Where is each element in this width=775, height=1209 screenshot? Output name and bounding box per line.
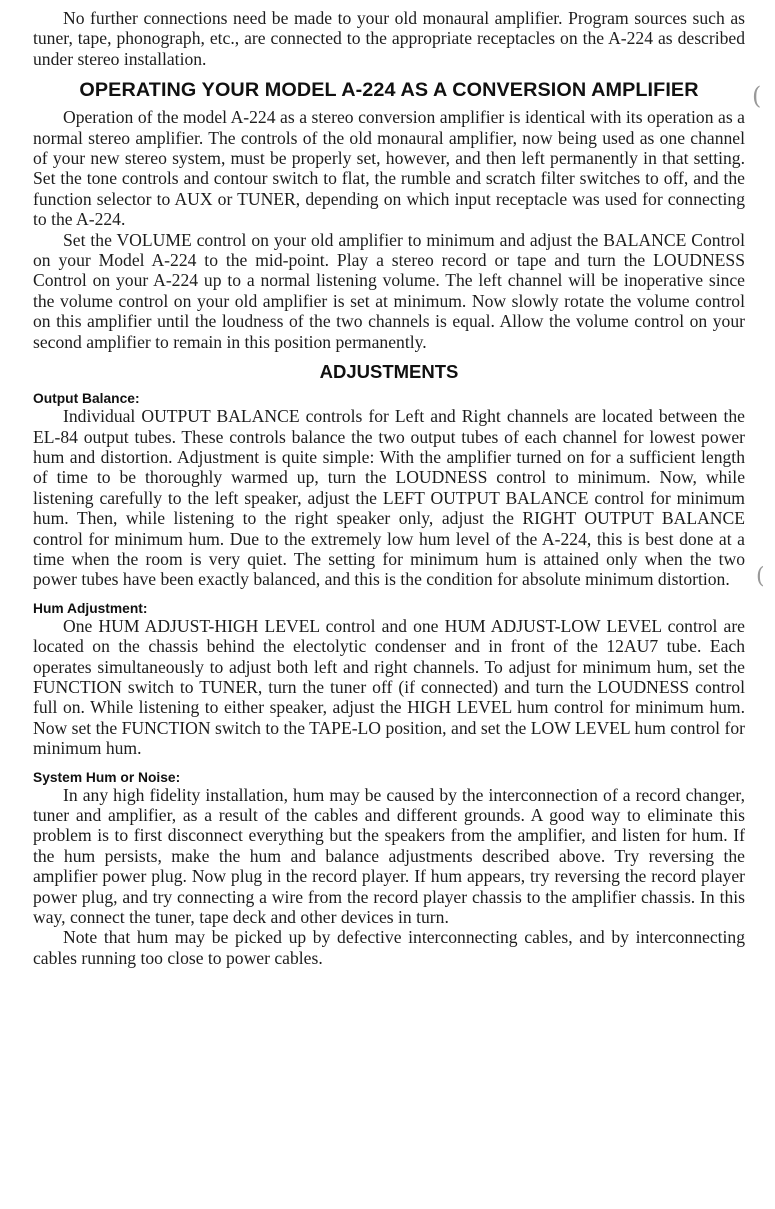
scan-margin-mark: ( — [752, 82, 762, 110]
hum-adjustment-title: Hum Adjustment: — [33, 600, 148, 616]
intro-paragraph: No further connections need be made to your old monaural amplifier. Program sources such as tuner, tape, phonograph, etc., are connected to the appropriate receptacles on the A-224 as described under stereo installation. — [33, 8, 745, 69]
hum-adjustment-section — [33, 601, 745, 759]
scan-margin-mark: ( — [756, 564, 765, 589]
output-balance-text: Individual OUTPUT BALANCE controls for Left and Right channels are located between the EL-84 output tubes. These controls balance the two output tubes of each channel for lowest power hum and distortion. Adjustment is quite simple: With the amplifier turned on for a sufficient length of time to be thoroughly warmed up, turn the LOUDNESS control to minimum. Now, while listening carefully to the left speaker, adjust the LEFT OUTPUT BALANCE control for minimum hum. Then, while listening to the right speaker only, adjust the RIGHT OUTPUT BALANCE control for minimum hum. Due to the extremely low hum level of the A-224, this is best done at a time when the room is very quiet. The setting for minimum hum is attained only when the two power tubes have been exactly balanced, and this is the condition for absolute minimum distortion. — [33, 406, 745, 590]
hum-adjustment-text: One HUM ADJUST-HIGH LEVEL control and one HUM ADJUST-LOW LEVEL control are located on the chassis behind the electolytic condenser and in front of the 12AU7 tube. Each operates simultaneously to adjust both left and right channels. To adjust for minimum hum, set the FUNCTION switch to TUNER, turn the tuner off (if connected) and turn the LOUDNESS control full on. While listening to either speaker, adjust the HIGH LEVEL hum control for minimum hum. Now set the FUNCTION switch to the TAPE-LO position, and set the LOW LEVEL hum control for minimum hum. — [33, 615, 745, 759]
system-hum-paragraph-2: Note that hum may be picked up by defective interconnecting cables, and by interconnecting cables running too close to power cables. — [33, 927, 745, 968]
operating-heading: OPERATING YOUR MODEL A-224 AS A CONVERSION AMPLIFIER — [79, 79, 699, 102]
output-balance-title: Output Balance: — [33, 391, 140, 407]
system-hum-section — [33, 770, 745, 969]
system-hum-paragraph-1: In any high fidelity installation, hum may be caused by the interconnection of a record changer, tuner and amplifier, as a result of the cables and different grounds. A good way to eliminate this problem is to first disconnect everything but the speakers from the amplifier, and listen for hum. If the hum persists, make the hum and balance adjustments described above. Try reversing the amplifier power plug. Now plug in the record player. If hum appears, try reversing the record player power plug, and try connecting a wire from the record player chassis to the amplifier chassis. In this way, connect the tuner, tape deck and other devices in turn. — [33, 784, 745, 928]
adjustments-heading: ADJUSTMENTS — [319, 361, 459, 383]
operating-paragraph-2: Set the VOLUME control on your old amplifier to minimum and adjust the BALANCE Control on your Model A-224 to the mid-point. Play a stereo record or tape and turn the LOUDNESS Control on your A-224 up to a normal listening volume. The left channel will be inoperative since the volume control on your old amplifier is set at minimum. Now slowly rotate the volume control on this amplifier until the loudness of the two channels is equal. Allow the volume control on your second amplifier to remain in this position permanently. — [33, 229, 745, 352]
operating-paragraph-1: Operation of the model A-224 as a stereo conversion amplifier is identical with its operation as a normal stereo amplifier. The controls of the old monaural amplifier, now being used as one channel of your new stereo system, must be properly set, however, and then left permanently in that setting. Set the tone controls and contour switch to flat, the rumble and scratch filter switches to off, and the function selector to AUX or TUNER, depending on which input receptacle was used for connecting to the A-224. — [33, 107, 745, 230]
output-balance-section — [33, 391, 745, 590]
system-hum-title: System Hum or Noise: — [33, 769, 181, 785]
